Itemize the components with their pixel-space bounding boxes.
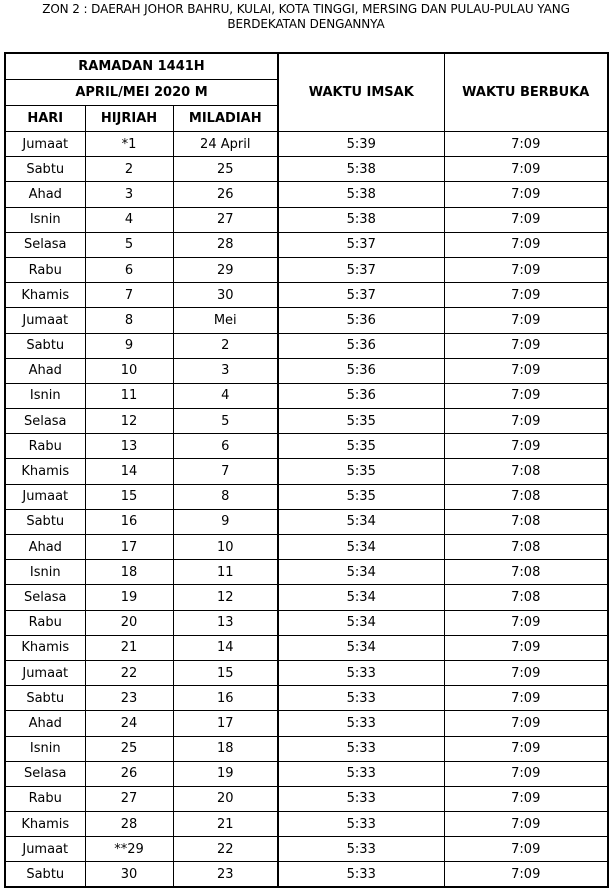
cell-miladiah: 7 — [173, 459, 278, 484]
cell-waktu-imsak: 5:36 — [278, 358, 444, 383]
cell-hijriah: *1 — [85, 132, 173, 157]
cell-hari: Isnin — [5, 736, 85, 761]
cell-hijriah: **29 — [85, 837, 173, 862]
cell-waktu-imsak: 5:34 — [278, 535, 444, 560]
cell-miladiah: 30 — [173, 283, 278, 308]
cell-waktu-imsak: 5:33 — [278, 736, 444, 761]
cell-hari: Rabu — [5, 434, 85, 459]
cell-waktu-berbuka: 7:08 — [444, 509, 608, 534]
cell-waktu-berbuka: 7:09 — [444, 283, 608, 308]
cell-waktu-imsak: 5:37 — [278, 283, 444, 308]
cell-miladiah: 26 — [173, 182, 278, 207]
table-row — [5, 509, 608, 534]
cell-miladiah: 14 — [173, 635, 278, 660]
cell-waktu-berbuka: 7:08 — [444, 484, 608, 509]
cell-hari: Isnin — [5, 560, 85, 585]
cell-waktu-berbuka: 7:09 — [444, 686, 608, 711]
table-row — [5, 409, 608, 434]
cell-waktu-imsak: 5:33 — [278, 786, 444, 811]
cell-hijriah: 26 — [85, 761, 173, 786]
cell-hijriah: 18 — [85, 560, 173, 585]
cell-waktu-imsak: 5:33 — [278, 837, 444, 862]
cell-waktu-imsak: 5:34 — [278, 560, 444, 585]
cell-hari: Jumaat — [5, 132, 85, 157]
cell-hijriah: 25 — [85, 736, 173, 761]
cell-waktu-imsak: 5:34 — [278, 585, 444, 610]
cell-miladiah: 13 — [173, 610, 278, 635]
zone-title — [0, 2, 612, 32]
zone-title-line-1: ZON 2 : DAERAH JOHOR BAHRU, KULAI, KOTA TINGGI, MERSING DAN PULAU-PULAU YANG — [42, 2, 570, 16]
table-row — [5, 283, 608, 308]
table-row — [5, 207, 608, 232]
cell-miladiah: 24 April — [173, 132, 278, 157]
table-row — [5, 459, 608, 484]
cell-miladiah: 6 — [173, 434, 278, 459]
cell-hari: Jumaat — [5, 308, 85, 333]
cell-waktu-imsak: 5:33 — [278, 862, 444, 887]
cell-waktu-berbuka: 7:08 — [444, 459, 608, 484]
cell-waktu-imsak: 5:37 — [278, 232, 444, 257]
cell-waktu-imsak: 5:35 — [278, 459, 444, 484]
cell-miladiah: 15 — [173, 660, 278, 685]
cell-hijriah: 22 — [85, 660, 173, 685]
table-row — [5, 761, 608, 786]
cell-hari: Rabu — [5, 786, 85, 811]
table-row — [5, 358, 608, 383]
cell-waktu-berbuka: 7:09 — [444, 786, 608, 811]
cell-waktu-imsak: 5:38 — [278, 182, 444, 207]
cell-hari: Ahad — [5, 535, 85, 560]
cell-waktu-imsak: 5:35 — [278, 434, 444, 459]
cell-waktu-berbuka: 7:09 — [444, 711, 608, 736]
table-row — [5, 660, 608, 685]
cell-hijriah: 30 — [85, 862, 173, 887]
table-row — [5, 182, 608, 207]
cell-waktu-imsak: 5:36 — [278, 383, 444, 408]
header-waktu-imsak: WAKTU IMSAK — [278, 53, 444, 132]
cell-hari: Jumaat — [5, 484, 85, 509]
cell-hari: Ahad — [5, 711, 85, 736]
cell-miladiah: 27 — [173, 207, 278, 232]
cell-waktu-berbuka: 7:09 — [444, 610, 608, 635]
cell-hijriah: 11 — [85, 383, 173, 408]
cell-hari: Sabtu — [5, 686, 85, 711]
cell-miladiah: 22 — [173, 837, 278, 862]
table-row — [5, 257, 608, 282]
table-row — [5, 610, 608, 635]
cell-hijriah: 13 — [85, 434, 173, 459]
cell-waktu-imsak: 5:35 — [278, 484, 444, 509]
cell-miladiah: 28 — [173, 232, 278, 257]
table-row — [5, 383, 608, 408]
cell-miladiah: 17 — [173, 711, 278, 736]
cell-miladiah: 29 — [173, 257, 278, 282]
cell-hari: Khamis — [5, 812, 85, 837]
cell-waktu-imsak: 5:39 — [278, 132, 444, 157]
cell-waktu-imsak: 5:33 — [278, 761, 444, 786]
cell-hari: Jumaat — [5, 837, 85, 862]
cell-waktu-imsak: 5:34 — [278, 610, 444, 635]
cell-waktu-berbuka: 7:09 — [444, 862, 608, 887]
cell-miladiah: Mei — [173, 308, 278, 333]
cell-miladiah: 19 — [173, 761, 278, 786]
cell-waktu-imsak: 5:35 — [278, 409, 444, 434]
header-waktu-berbuka: WAKTU BERBUKA — [444, 53, 608, 132]
cell-hijriah: 7 — [85, 283, 173, 308]
cell-hari: Selasa — [5, 761, 85, 786]
cell-hari: Isnin — [5, 383, 85, 408]
table-row — [5, 157, 608, 182]
table-row — [5, 232, 608, 257]
cell-hari: Jumaat — [5, 660, 85, 685]
cell-waktu-berbuka: 7:09 — [444, 383, 608, 408]
cell-waktu-berbuka: 7:09 — [444, 736, 608, 761]
cell-waktu-berbuka: 7:08 — [444, 560, 608, 585]
table-row — [5, 132, 608, 157]
header-ramadan: RAMADAN 1441H — [5, 53, 278, 80]
cell-hari: Isnin — [5, 207, 85, 232]
cell-hijriah: 21 — [85, 635, 173, 660]
cell-waktu-berbuka: 7:09 — [444, 157, 608, 182]
table-row — [5, 560, 608, 585]
cell-waktu-imsak: 5:34 — [278, 509, 444, 534]
cell-waktu-imsak: 5:36 — [278, 333, 444, 358]
table-row — [5, 484, 608, 509]
header-month-year: APRIL/MEI 2020 M — [5, 80, 278, 106]
cell-waktu-imsak: 5:33 — [278, 812, 444, 837]
cell-waktu-berbuka: 7:09 — [444, 132, 608, 157]
cell-waktu-imsak: 5:33 — [278, 660, 444, 685]
cell-waktu-berbuka: 7:08 — [444, 585, 608, 610]
header-hari: HARI — [5, 106, 85, 132]
cell-waktu-berbuka: 7:09 — [444, 409, 608, 434]
cell-hijriah: 10 — [85, 358, 173, 383]
table-row — [5, 862, 608, 887]
table-row — [5, 535, 608, 560]
cell-hari: Rabu — [5, 257, 85, 282]
cell-waktu-berbuka: 7:09 — [444, 812, 608, 837]
cell-miladiah: 5 — [173, 409, 278, 434]
cell-hijriah: 17 — [85, 535, 173, 560]
cell-waktu-imsak: 5:38 — [278, 207, 444, 232]
cell-waktu-berbuka: 7:09 — [444, 358, 608, 383]
cell-miladiah: 3 — [173, 358, 278, 383]
table-row — [5, 736, 608, 761]
ramadan-schedule-table — [4, 52, 609, 888]
cell-waktu-berbuka: 7:09 — [444, 257, 608, 282]
cell-hijriah: 4 — [85, 207, 173, 232]
zone-title-line-2: BERDEKATAN DENGANNYA — [227, 17, 385, 31]
cell-waktu-berbuka: 7:09 — [444, 434, 608, 459]
cell-miladiah: 25 — [173, 157, 278, 182]
cell-hari: Sabtu — [5, 509, 85, 534]
table-row — [5, 812, 608, 837]
cell-hijriah: 3 — [85, 182, 173, 207]
table-row — [5, 333, 608, 358]
cell-waktu-imsak: 5:38 — [278, 157, 444, 182]
cell-hijriah: 5 — [85, 232, 173, 257]
cell-hijriah: 15 — [85, 484, 173, 509]
cell-waktu-imsak: 5:33 — [278, 686, 444, 711]
cell-hijriah: 23 — [85, 686, 173, 711]
cell-hari: Khamis — [5, 283, 85, 308]
header-miladiah: MILADIAH — [173, 106, 278, 132]
cell-waktu-berbuka: 7:09 — [444, 660, 608, 685]
cell-waktu-berbuka: 7:09 — [444, 182, 608, 207]
table-row — [5, 711, 608, 736]
cell-hijriah: 12 — [85, 409, 173, 434]
cell-waktu-berbuka: 7:09 — [444, 333, 608, 358]
cell-waktu-imsak: 5:33 — [278, 711, 444, 736]
cell-hijriah: 24 — [85, 711, 173, 736]
cell-miladiah: 8 — [173, 484, 278, 509]
cell-miladiah: 20 — [173, 786, 278, 811]
cell-hijriah: 14 — [85, 459, 173, 484]
cell-hari: Khamis — [5, 459, 85, 484]
header-hijriah: HIJRIAH — [85, 106, 173, 132]
cell-hijriah: 28 — [85, 812, 173, 837]
cell-waktu-berbuka: 7:09 — [444, 308, 608, 333]
cell-waktu-berbuka: 7:09 — [444, 232, 608, 257]
table-row — [5, 434, 608, 459]
cell-hijriah: 9 — [85, 333, 173, 358]
cell-miladiah: 9 — [173, 509, 278, 534]
table-row — [5, 786, 608, 811]
cell-hari: Selasa — [5, 232, 85, 257]
cell-hari: Khamis — [5, 635, 85, 660]
cell-miladiah: 2 — [173, 333, 278, 358]
cell-waktu-imsak: 5:36 — [278, 308, 444, 333]
cell-hari: Selasa — [5, 585, 85, 610]
table-row — [5, 686, 608, 711]
cell-miladiah: 11 — [173, 560, 278, 585]
cell-miladiah: 4 — [173, 383, 278, 408]
cell-hari: Sabtu — [5, 862, 85, 887]
cell-miladiah: 12 — [173, 585, 278, 610]
cell-hari: Sabtu — [5, 333, 85, 358]
cell-waktu-berbuka: 7:09 — [444, 837, 608, 862]
cell-hijriah: 20 — [85, 610, 173, 635]
cell-hari: Ahad — [5, 358, 85, 383]
cell-hari: Sabtu — [5, 157, 85, 182]
cell-waktu-berbuka: 7:09 — [444, 207, 608, 232]
cell-hari: Selasa — [5, 409, 85, 434]
cell-waktu-berbuka: 7:08 — [444, 535, 608, 560]
cell-miladiah: 10 — [173, 535, 278, 560]
cell-miladiah: 16 — [173, 686, 278, 711]
cell-hijriah: 27 — [85, 786, 173, 811]
cell-waktu-berbuka: 7:09 — [444, 761, 608, 786]
cell-hari: Rabu — [5, 610, 85, 635]
cell-waktu-imsak: 5:37 — [278, 257, 444, 282]
cell-hijriah: 2 — [85, 157, 173, 182]
table-row — [5, 837, 608, 862]
cell-hijriah: 19 — [85, 585, 173, 610]
cell-hijriah: 6 — [85, 257, 173, 282]
cell-hijriah: 8 — [85, 308, 173, 333]
cell-hijriah: 16 — [85, 509, 173, 534]
schedule-body — [5, 132, 608, 888]
cell-miladiah: 18 — [173, 736, 278, 761]
table-row — [5, 585, 608, 610]
cell-waktu-imsak: 5:34 — [278, 635, 444, 660]
cell-hari: Ahad — [5, 182, 85, 207]
table-row — [5, 635, 608, 660]
cell-miladiah: 23 — [173, 862, 278, 887]
cell-waktu-berbuka: 7:09 — [444, 635, 608, 660]
table-row — [5, 308, 608, 333]
cell-miladiah: 21 — [173, 812, 278, 837]
